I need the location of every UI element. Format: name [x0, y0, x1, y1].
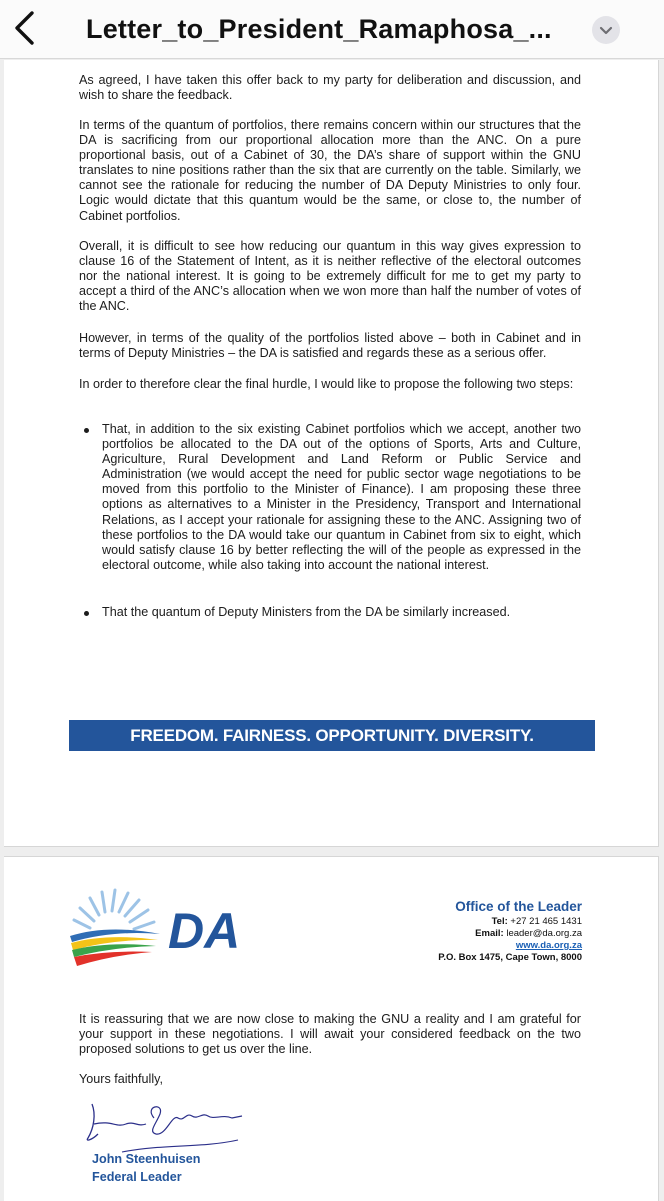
slogan-banner: FREEDOM. FAIRNESS. OPPORTUNITY. DIVERSITY.	[69, 720, 595, 751]
options-button[interactable]	[592, 16, 620, 44]
tel-value: +27 21 465 1431	[510, 916, 582, 927]
bullet-item-1: That, in addition to the six existing Cabinet portfolios which we accept, another two portfolios be allocated to the DA out of the options of Sports, Arts and Culture, Agriculture, Rural Development and Land Reform or Public Service and Administration (we would accept the need for public sector wage negotiations to be moved from this portfolio to the Minister of Finance). I am proposing these three options as alternatives to a Minister in the Presidency, Transport and International Relations, as I accept your rationale for assigning these to the ANC. Assigning two of these portfolios to the DA would take our quantum in Cabinet from six to eight, which would satisfy clause 16 by better reflecting the will of the people as expressed in the electoral outcome, while also taking into account the national interest.	[102, 422, 581, 572]
office-title: Office of the Leader	[455, 899, 582, 914]
email-label: Email:	[475, 928, 504, 939]
closing-salutation: Yours faithfully,	[79, 1072, 164, 1086]
paragraph-3: Overall, it is difficult to see how reducing our quantum in this way gives expression to clause 16 of the Statement of Intent, as it is neither reflective of the electoral outcomes nor the national interest. It is going to be extremely difficult for me to get my party to accept a third of the ANC’s allocation when we won more than half the number of votes of the ANC.	[79, 239, 581, 314]
office-tel	[492, 916, 582, 927]
chevron-left-icon[interactable]	[10, 9, 40, 47]
signature	[82, 1094, 262, 1160]
logo-text: DA	[168, 903, 241, 959]
tel-label: Tel:	[491, 916, 508, 927]
closing-paragraph: It is reassuring that we are now close to making the GNU a reality and I am grateful for your support in these negotiations. I will await your considered feedback on the two proposed solutions to get us over the line.	[79, 1012, 581, 1057]
da-logo	[68, 884, 273, 976]
signatory-name: John Steenhuisen	[92, 1152, 201, 1166]
signatory-title: Federal Leader	[92, 1170, 182, 1184]
paragraph-2: In terms of the quantum of portfolios, there remains concern within our structures that the DA is sacrificing from our proportional allocation more than the ANC. On a pure proportional basis, out of a Cabinet of 30, the DA’s share of support within the GNU translates to nine positions rather than the six that are currently on the table. Similarly, we cannot see the rationale for reducing the number of DA Deputy Ministries to only four. Logic would dictate that this quantum would be the same, or close to, the number of Cabinet portfolios.	[79, 118, 581, 223]
bullet-icon	[84, 428, 89, 433]
office-email	[475, 928, 582, 939]
paragraph-5: In order to therefore clear the final hurdle, I would like to propose the following two steps:	[79, 377, 574, 391]
email-value: leader@da.org.za	[506, 928, 582, 939]
paragraph-4: However, in terms of the quality of the portfolios listed above – both in Cabinet and in terms of Deputy Ministries – the DA is satisfied and regards these as a serious offer.	[79, 331, 581, 361]
office-address: P.O. Box 1475, Cape Town, 8000	[438, 952, 582, 963]
paragraph-1: As agreed, I have taken this offer back to my party for deliberation and discussion, and wish to share the feedback.	[79, 73, 581, 103]
chevron-down-icon	[592, 16, 620, 44]
bullet-icon	[84, 611, 89, 616]
bullet-item-2: That the quantum of Deputy Ministers from the DA be similarly increased.	[102, 605, 511, 619]
document-title: Letter_to_President_Ramaphosa_...	[86, 14, 552, 44]
top-bar	[0, 0, 664, 59]
website-link[interactable]: www.da.org.za	[515, 940, 582, 951]
